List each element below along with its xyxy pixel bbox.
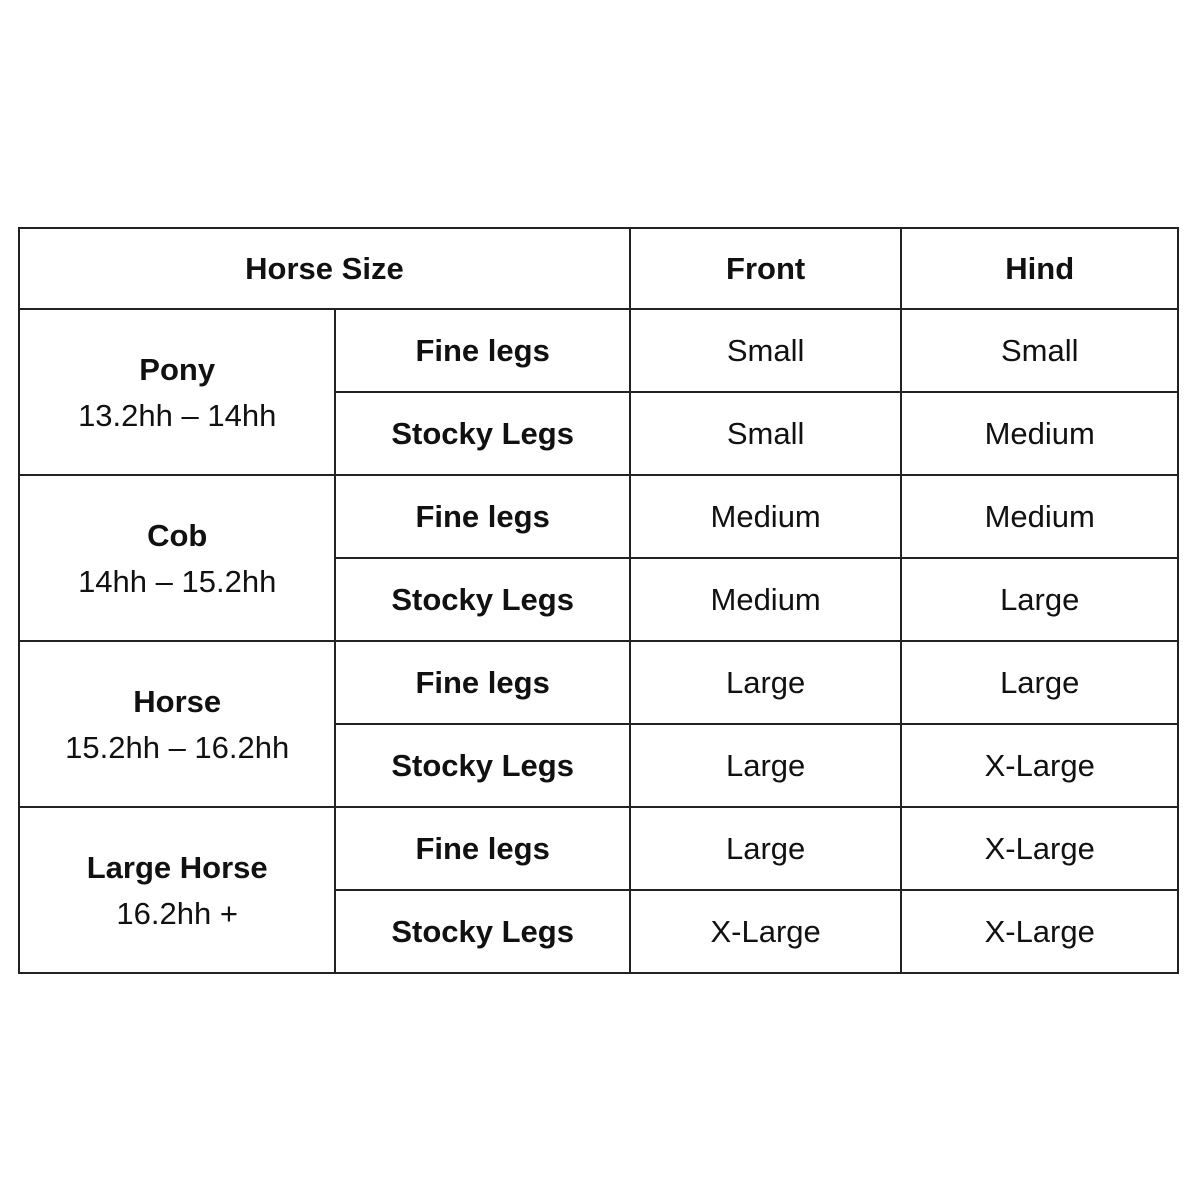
table-row <box>19 309 1178 392</box>
legs-type-cell: Stocky Legs <box>335 890 629 973</box>
legs-type-cell: Fine legs <box>335 309 629 392</box>
hind-size-cell: Large <box>901 641 1178 724</box>
legs-type-cell: Fine legs <box>335 807 629 890</box>
group-cell <box>19 807 335 973</box>
legs-type-cell: Stocky Legs <box>335 558 629 641</box>
header-front: Front <box>630 228 902 309</box>
group-height-range: 14hh – 15.2hh <box>78 564 277 599</box>
hind-size-cell: X-Large <box>901 890 1178 973</box>
legs-type-cell: Fine legs <box>335 641 629 724</box>
front-size-cell: Medium <box>630 558 902 641</box>
front-size-cell: Small <box>630 309 902 392</box>
front-size-cell: Medium <box>630 475 902 558</box>
hind-size-cell: X-Large <box>901 724 1178 807</box>
hind-size-cell: X-Large <box>901 807 1178 890</box>
hind-size-cell: Large <box>901 558 1178 641</box>
group-name: Cob <box>147 518 208 553</box>
legs-type-cell: Stocky Legs <box>335 392 629 475</box>
front-size-cell: X-Large <box>630 890 902 973</box>
group-cell <box>19 475 335 641</box>
table-row <box>19 475 1178 558</box>
group-height-range: 16.2hh + <box>116 896 238 931</box>
group-height-range: 13.2hh – 14hh <box>78 398 277 433</box>
front-size-cell: Large <box>630 724 902 807</box>
group-name: Pony <box>139 352 216 387</box>
front-size-cell: Small <box>630 392 902 475</box>
front-size-cell: Large <box>630 641 902 724</box>
legs-type-cell: Stocky Legs <box>335 724 629 807</box>
group-name: Large Horse <box>86 850 268 885</box>
table-row <box>19 641 1178 724</box>
header-hind: Hind <box>901 228 1178 309</box>
header-horse-size: Horse Size <box>19 228 630 309</box>
group-cell <box>19 309 335 475</box>
hind-size-cell: Medium <box>901 392 1178 475</box>
table-row <box>19 807 1178 890</box>
group-cell <box>19 641 335 807</box>
size-chart-table <box>18 227 1179 974</box>
hind-size-cell: Small <box>901 309 1178 392</box>
hind-size-cell: Medium <box>901 475 1178 558</box>
group-height-range: 15.2hh – 16.2hh <box>65 730 290 765</box>
header-row <box>19 228 1178 309</box>
legs-type-cell: Fine legs <box>335 475 629 558</box>
front-size-cell: Large <box>630 807 902 890</box>
group-name: Horse <box>133 684 222 719</box>
